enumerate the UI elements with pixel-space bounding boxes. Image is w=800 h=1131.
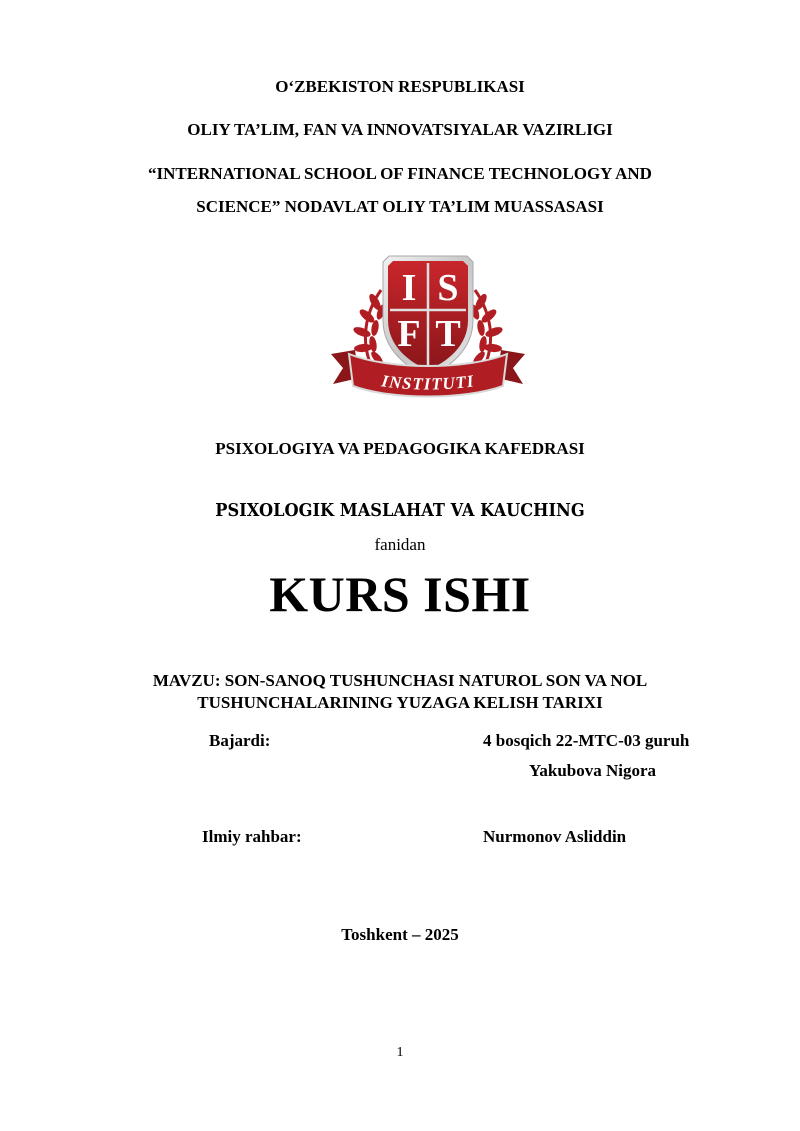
subject-suffix: fanidan (374, 535, 426, 554)
supervisor-label: Ilmiy rahbar: (202, 827, 302, 846)
logo-banner-text: INSTITUTI (380, 371, 476, 394)
laurel-left-icon (352, 290, 387, 366)
subject-title: PSIXOLOGIK MASLAHAT VA KAUCHING (215, 500, 585, 521)
institution-name-line2: SCIENCE” NODAVLAT OLIY TA’LIM MUASSASASI (196, 197, 604, 216)
logo-letter-f: F (397, 313, 421, 355)
place-and-date: Toshkent – 2025 (341, 925, 459, 944)
work-type-title: KURS ISHI (269, 566, 531, 622)
logo-letter-s: S (437, 267, 459, 309)
isft-institute-logo (329, 250, 527, 402)
topic-line1: MAVZU: SON-SANOQ TUSHUNCHASI NATUROL SON VA NOL (152, 671, 648, 690)
topic-line2: TUSHUNCHALARINING YUZAGA KELISH TARIXI (197, 693, 603, 712)
page-number: 1 (396, 1045, 404, 1060)
logo-letter-t: T (435, 313, 461, 355)
ministry-name: OLIY TA’LIM, FAN VA INNOVATSIYALAR VAZIRLIGI (187, 120, 613, 139)
logo-letter-i: I (401, 267, 417, 309)
student-name: Yakubova Nigora (529, 761, 657, 780)
performed-by-label: Bajardi: (209, 731, 271, 750)
student-group: 4 bosqich 22-MTC-03 guruh (483, 731, 690, 750)
country-name: O‘ZBEKISTON RESPUBLIKASI (275, 77, 525, 96)
department-name: PSIXOLOGIYA VA PEDAGOGIKA KAFEDRASI (215, 439, 585, 458)
laurel-right-icon (469, 290, 504, 366)
supervisor-name: Nurmonov Asliddin (483, 827, 627, 846)
institution-name-line1: “INTERNATIONAL SCHOOL OF FINANCE TECHNOLOGY AND (148, 164, 652, 183)
